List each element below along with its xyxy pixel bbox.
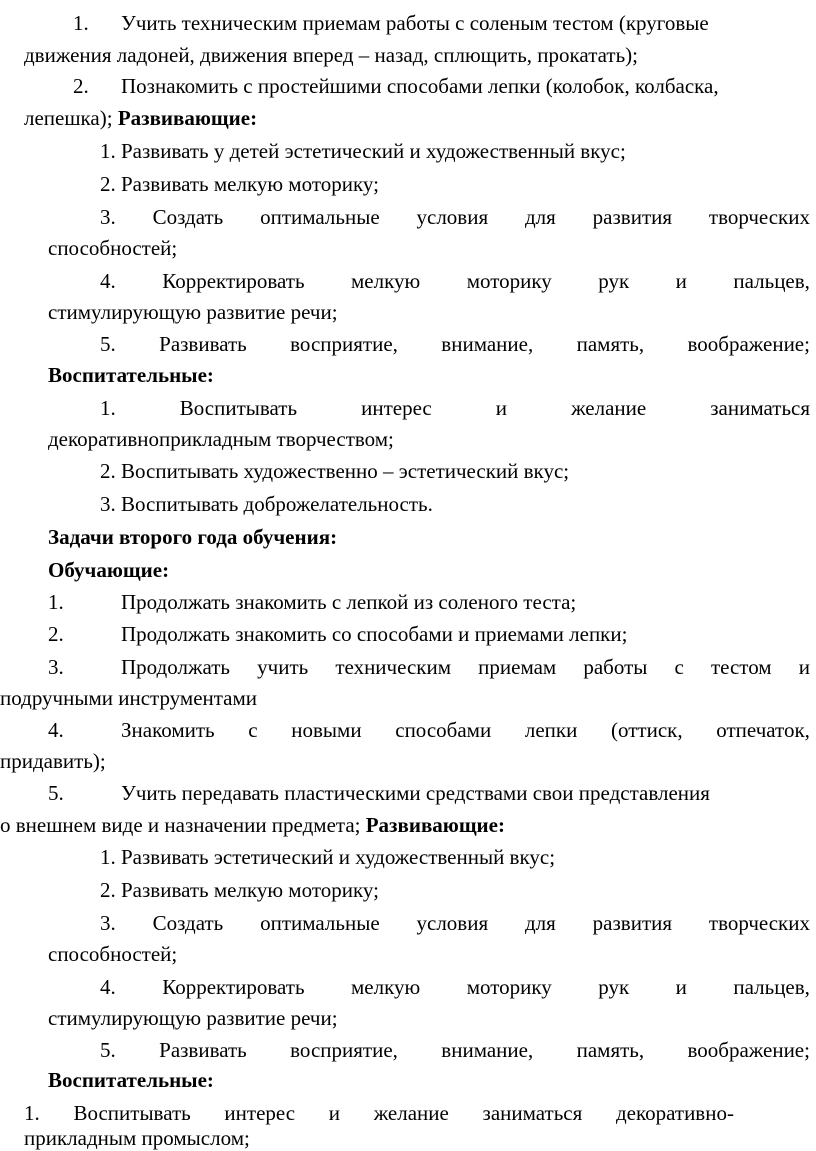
word: Воспитывать — [73, 1101, 191, 1125]
item-number: 1. — [100, 845, 116, 869]
word: внимание, — [441, 1038, 534, 1062]
item-text: о внешнем виде и назначении предмета; — [0, 813, 361, 837]
word: восприятие, — [290, 1038, 398, 1062]
word: желание — [571, 396, 647, 420]
word: Корректировать — [162, 975, 305, 999]
word: и — [675, 975, 687, 999]
word: развития — [592, 205, 673, 229]
item-text: Развивать мелкую моторику; — [121, 172, 379, 196]
word: отпечаток, — [716, 718, 810, 742]
list-item-justified — [100, 205, 810, 229]
word: техническим — [335, 655, 451, 679]
list-item — [100, 492, 433, 516]
item-number: 5. — [100, 332, 116, 356]
list-item — [100, 172, 379, 196]
item-text-cont: прикладным промыслом; — [24, 1126, 250, 1150]
word: и — [495, 396, 508, 420]
word: восприятие, — [290, 332, 398, 356]
word: воображение; — [687, 332, 810, 356]
word: оптимальные — [260, 911, 380, 935]
list-item-justified — [100, 396, 810, 420]
list-item — [100, 139, 626, 163]
section-heading-year2: Задачи второго года обучения: — [48, 525, 338, 549]
word: (оттиск, — [611, 718, 683, 742]
section-heading-teaching: Обучающие: — [48, 558, 170, 582]
list-item-justified — [100, 911, 810, 935]
item-number: 1. — [100, 139, 116, 163]
word: Развивать — [159, 332, 247, 356]
word: творческих — [708, 205, 810, 229]
item-text-cont: способностей; — [48, 942, 178, 966]
item-number: 3. — [100, 492, 116, 516]
list-item-justified — [24, 1101, 734, 1125]
item-text-cont: декоративноприкладным творчеством; — [48, 427, 394, 451]
word: учить — [257, 655, 309, 679]
word: мелкую — [351, 975, 421, 999]
section-heading-educational: Воспитательные: — [48, 363, 214, 387]
word: творческих — [708, 911, 810, 935]
word: для — [524, 911, 556, 935]
item-number: 2. — [100, 459, 116, 483]
word: Знакомить — [121, 718, 215, 742]
word: Воспитывать — [179, 396, 298, 420]
item-text-cont: стимулирующую развитие речи; — [48, 1006, 338, 1030]
word: развития — [592, 911, 673, 935]
item-number: 2. — [100, 172, 116, 196]
item-number: 2. — [73, 74, 89, 98]
item-number: 3. — [100, 205, 116, 229]
word: интерес — [224, 1101, 296, 1125]
word: пальцев, — [733, 975, 810, 999]
word: память, — [576, 332, 645, 356]
word: заниматься — [710, 396, 810, 420]
word: с — [674, 655, 684, 679]
item-text-cont: подручными инструментами — [0, 686, 258, 710]
item-number: 5. — [48, 781, 64, 805]
word: новыми — [291, 718, 362, 742]
item-text: Продолжать знакомить со способами и приемами лепки; — [121, 622, 628, 646]
item-number: 4. — [100, 975, 116, 999]
item-text: Развивать у детей эстетический и художественный вкус; — [121, 139, 626, 163]
word: пальцев, — [733, 269, 810, 293]
word: желание — [373, 1101, 449, 1125]
word: рук — [598, 269, 630, 293]
item-number: 4. — [48, 718, 64, 742]
item-text-cont: движения ладоней, движения вперед – назад, сплющить, прокатать); — [24, 43, 638, 67]
item-text-cont: способностей; — [48, 236, 178, 260]
item-number: 3. — [48, 655, 64, 679]
item-text: Учить техническим приемам работы с соленым тестом (круговые — [121, 11, 709, 35]
word: декоративно- — [615, 1101, 734, 1125]
item-number: 5. — [100, 1038, 116, 1062]
word: воображение; — [687, 1038, 810, 1062]
item-text-cont — [0, 813, 505, 837]
word: моторику — [466, 269, 552, 293]
section-heading-developing: Развивающие: — [117, 106, 258, 130]
word: и — [675, 269, 687, 293]
list-item-justified — [100, 332, 810, 356]
item-number: 1. — [48, 590, 64, 614]
word: рук — [598, 975, 630, 999]
item-text-cont: стимулирующую развитие речи; — [48, 300, 338, 324]
section-heading-developing: Развивающие: — [365, 813, 505, 837]
list-item-justified — [100, 1038, 810, 1062]
word: с — [248, 718, 258, 742]
item-number: 1. — [24, 1101, 40, 1125]
item-text-cont: придавить); — [0, 749, 106, 773]
word: для — [524, 205, 556, 229]
list-item-justified — [121, 655, 810, 679]
word: условия — [416, 911, 489, 935]
word: Развивать — [159, 1038, 247, 1062]
word: мелкую — [351, 269, 421, 293]
item-text: Развивать мелкую моторику; — [121, 878, 379, 902]
list-item — [100, 459, 569, 483]
item-text: лепешка); — [24, 106, 113, 130]
item-text: Развивать эстетический и художественный вкус; — [121, 845, 556, 869]
word: Продолжать — [121, 655, 230, 679]
item-text: Воспитывать художественно – эстетический вкус; — [121, 459, 570, 483]
section-heading-educational: Воспитательные: — [48, 1068, 214, 1092]
word: оптимальные — [260, 205, 380, 229]
item-text-cont — [24, 106, 257, 130]
word: и — [798, 655, 810, 679]
item-text: Учить передавать пластическими средствами свои представления — [121, 781, 710, 805]
word: интерес — [361, 396, 432, 420]
word: приемам — [478, 655, 557, 679]
list-item — [100, 845, 555, 869]
word: лепки — [524, 718, 578, 742]
item-number: 2. — [48, 622, 64, 646]
item-number: 2. — [100, 878, 116, 902]
word: тестом — [710, 655, 772, 679]
list-item-justified — [100, 975, 810, 999]
item-number: 3. — [100, 911, 116, 935]
list-item-justified — [121, 718, 810, 742]
item-number: 1. — [73, 11, 89, 35]
list-item — [100, 878, 379, 902]
word: внимание, — [441, 332, 534, 356]
item-text: Познакомить с простейшими способами лепки (колобок, колбаска, — [121, 74, 719, 98]
word: моторику — [466, 975, 552, 999]
word: работы — [583, 655, 648, 679]
word: Создать — [152, 205, 224, 229]
word: способами — [395, 718, 492, 742]
item-number: 1. — [100, 396, 116, 420]
word: условия — [416, 205, 489, 229]
word: заниматься — [482, 1101, 583, 1125]
word: Корректировать — [162, 269, 305, 293]
word: Создать — [152, 911, 224, 935]
item-number: 4. — [100, 269, 116, 293]
word: память, — [576, 1038, 645, 1062]
item-text: Продолжать знакомить с лепкой из соленого теста; — [121, 590, 577, 614]
list-item-justified — [100, 269, 810, 293]
word: и — [328, 1101, 340, 1125]
item-text: Воспитывать доброжелательность. — [121, 492, 433, 516]
